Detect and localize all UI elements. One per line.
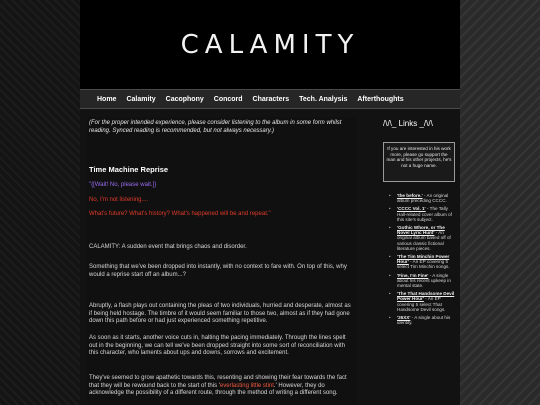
paragraph-apathy: [89, 375, 353, 398]
listening-notice: (For the proper intended experience, please consider listening to the album in some form whilst reading. Synced reading is recommended, but not always necessary.): [89, 120, 342, 134]
main-content: [87, 117, 357, 405]
highlighted-phrase: everlasting little stint: [219, 382, 274, 389]
bullet-icon: •: [389, 315, 391, 321]
list-item: [383, 291, 455, 312]
site-title: CALAMITY: [180, 30, 360, 60]
bullet-icon: •: [389, 272, 391, 278]
link-description: - An EP covering 5 select That Handsome Devil songs.: [397, 296, 446, 312]
page-container: [80, 0, 460, 405]
album-link-tim-minchin[interactable]: 'The Tim Minchin Power Hour': [397, 254, 450, 265]
album-link-fine-im-fine[interactable]: 'Fine, I'm Fine': [397, 272, 429, 278]
paragraph-text: They've seemed to grow apathetic towards this, resenting and showing their fear towards the fact that they will be rewound back to the start of this ': [89, 375, 347, 389]
list-item: [383, 273, 455, 289]
nav-calamity[interactable]: Calamity: [126, 95, 156, 103]
list-item: [383, 193, 455, 203]
nav-afterthoughts[interactable]: Afterthoughts: [357, 95, 404, 103]
album-link-handsome-devil[interactable]: 'The That Handsome Devil Power Hour': [397, 291, 455, 302]
external-links-list: [383, 193, 455, 328]
bullet-icon: •: [389, 225, 391, 231]
nav-cacophony[interactable]: Cacophony: [165, 95, 204, 103]
bullet-icon: •: [389, 206, 391, 212]
link-description: - A single about his recent upkeep in mental state.: [397, 272, 451, 289]
lyric-text: What's future? What's history? What's happened will be and repeat.": [89, 211, 271, 217]
paragraph-voice: As soon as it starts, another voice cuts in, halting the pacing immediately. Through the lines spelt out in the beginning, we can tell we've been dropped straight into some sort of reconciliation with this character, who laments about ups and downs, sorrows and excitement.: [89, 335, 346, 356]
album-link-cccc-vol-1[interactable]: 'CCCC Vol. 1': [397, 206, 426, 212]
paragraph-intro: Something that we've been dropped into instantly, with no context to fare with. On top of this, why would a reprise start off an album...?: [89, 264, 347, 278]
link-description: - The Tally Hall-related cover album of this site's subject.: [397, 206, 452, 222]
link-description: - An EP covering 5 select Tim Minchin songs.: [397, 259, 450, 270]
left-background-panel: [0, 0, 80, 405]
site-header: [80, 0, 460, 89]
bullet-icon: •: [389, 291, 391, 297]
list-item: [383, 254, 455, 270]
list-item: [383, 315, 455, 325]
nav-characters[interactable]: Characters: [252, 95, 290, 103]
nav-tech-analysis[interactable]: Tech. Analysis: [299, 95, 348, 103]
post-title: Time Machine Reprise: [89, 165, 169, 174]
lyric-line: "{[Wait! No, please wait.]}: [89, 182, 157, 188]
paragraph-text: .' However, they do acknowledge the possibility of a different route, through the method of writing a different song.: [89, 382, 338, 396]
links-heading: /\/\_ Links _/\/\: [383, 119, 433, 128]
list-item: [383, 206, 455, 222]
album-link-the-before[interactable]: 'the before.': [397, 193, 423, 198]
right-background-panel: [460, 0, 540, 405]
link-description: - A single about his identity.: [397, 315, 451, 326]
bullet-icon: •: [389, 254, 391, 260]
album-link-26xx[interactable]: '26XX': [397, 315, 411, 321]
album-link-gothic-whore[interactable]: 'Gothic Whore, or The Novel Lyric Hunt': [397, 225, 445, 236]
main-navigation: [80, 89, 460, 109]
paragraph-definition: CALAMITY: A sudden event that brings chaos and disorder.: [89, 244, 247, 250]
nav-concord[interactable]: Concord: [213, 95, 243, 103]
lyric-line: [89, 211, 271, 217]
link-description: - An original album preceding CCCC.: [397, 193, 449, 204]
link-description: - An original album based off of various classic fictional literature pieces.: [397, 230, 451, 251]
sidebar: [383, 117, 455, 405]
bullet-icon: •: [389, 193, 391, 198]
support-notice: If you are interested in his work more, please go support the man and his other projects, he's not a huge name.: [383, 142, 455, 182]
list-item: [383, 225, 455, 251]
nav-home[interactable]: Home: [97, 95, 117, 103]
paragraph-flash: Abruptly, a flash plays out containing the pleas of two individuals, hurried and desperate, almost as if being held hostage. The timbre of it would seem familiar to those two, almost as if they had gone down this path before or had just experienced something repetitive.: [89, 303, 351, 324]
lyric-line: No, I'm not listening....: [89, 197, 149, 203]
